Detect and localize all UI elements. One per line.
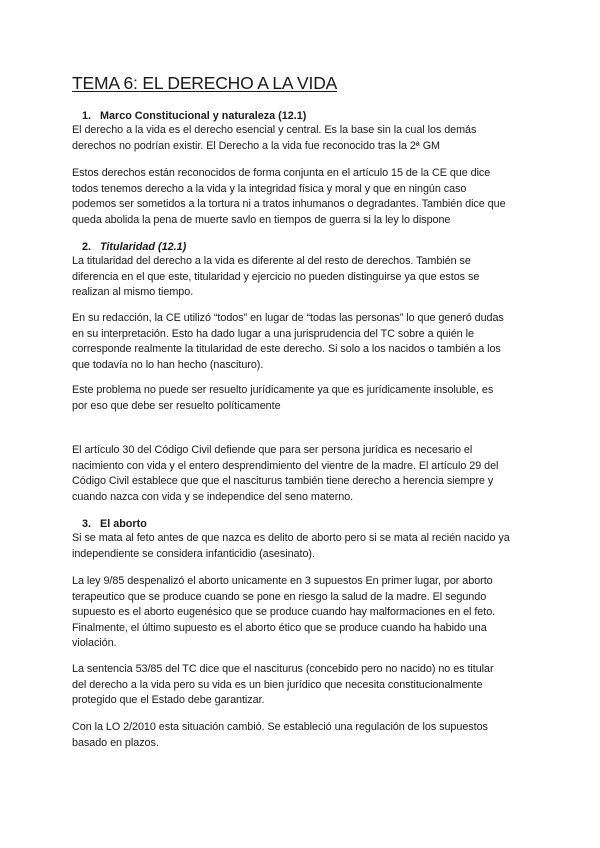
paragraph bbox=[72, 720, 488, 751]
text-line: queda abolida la pena de muerte savlo en tiempos de guerra si la ley lo dispone bbox=[72, 213, 451, 226]
paragraph bbox=[72, 574, 495, 652]
section-number: 3. bbox=[81, 518, 91, 530]
text-line: La titularidad del derecho a la vida es diferente al del resto de derechos. También se bbox=[72, 255, 471, 267]
text-line: nacimiento con vida y el entero desprendimiento del vientre de la madre. El artículo 29 del bbox=[72, 459, 499, 472]
section-heading-3 bbox=[72, 516, 147, 532]
section-title: Marco Constitucional y naturaleza (12.1) bbox=[100, 110, 307, 122]
text-line: basado en plazos. bbox=[72, 736, 159, 749]
text-line: independiente se considera infanticidio (asesinato). bbox=[72, 547, 315, 560]
paragraph bbox=[72, 662, 494, 709]
section-heading-1 bbox=[72, 108, 306, 124]
section-number: 2. bbox=[81, 241, 91, 253]
text-line: Código Civil establece que que el nasciturus también tiene derecho a herencia siempre y bbox=[72, 475, 494, 488]
paragraph bbox=[72, 123, 476, 154]
text-line: Si se mata al feto antes de que nazca es delito de aborto pero si se mata al recién nacido ya bbox=[72, 532, 510, 544]
text-line: violación. bbox=[72, 637, 117, 650]
paragraph bbox=[72, 443, 498, 505]
text-line: corresponde realmente la titularidad de este derecho. Si solo a los nacidos o también a los bbox=[72, 343, 501, 356]
paragraph bbox=[72, 311, 504, 373]
text-line: terapeutico que se produce cuando se pone en riesgo la salud de la madre. El segundo bbox=[72, 590, 487, 603]
text-line: por eso que debe ser resuelto políticamente bbox=[72, 399, 281, 412]
text-line: cuando nazca con vida y se independice del seno materno. bbox=[72, 490, 354, 503]
text-line: realizan al mismo tiempo. bbox=[72, 286, 194, 299]
section-number: 1. bbox=[81, 110, 91, 122]
text-line: protegido que el Estado debe garantizar. bbox=[72, 694, 265, 707]
section-title: Titularidad (12.1) bbox=[100, 241, 187, 253]
paragraph bbox=[72, 166, 506, 228]
text-line: todos tenemos derecho a la vida y la integridad física y moral y que en ningún caso bbox=[72, 182, 467, 195]
page-title: TEMA 6: EL DERECHO A LA VIDA bbox=[72, 73, 338, 93]
paragraph bbox=[72, 531, 510, 562]
section-title: El aborto bbox=[100, 518, 147, 530]
paragraph bbox=[72, 383, 493, 414]
text-line: El derecho a la vida es el derecho esencial y central. Es la base sin la cual los demás bbox=[72, 124, 477, 136]
text-line: Este problema no puede ser resuelto jurídicamente ya que es jurídicamente insoluble, es bbox=[72, 384, 494, 396]
text-line: en su interpretación. Esto ha dado lugar a una jurisprudencia del TC sobre a quién le bbox=[72, 327, 474, 340]
section-heading-2 bbox=[72, 239, 186, 255]
text-line: Con la LO 2/2010 esta situación cambió. Se estableció una regulación de los supuestos bbox=[72, 721, 488, 733]
paragraph bbox=[72, 254, 479, 301]
text-line: diferencia en el que este, titularidad y ejercicio no pueden distinguirse ya que estos se bbox=[72, 270, 480, 283]
text-line: En su redacción, la CE utilizó “todos” en lugar de “todas las personas” lo que generó dudas bbox=[72, 312, 504, 324]
text-line: que todavía no lo han hecho (nasciturо). bbox=[72, 358, 264, 371]
text-line: derechos no podrían existir. El Derecho a la vida fue reconocido tras la 2ª GM bbox=[72, 139, 440, 152]
text-line: La sentencia 53/85 del TC dice que el nasciturus (concebido pero no nacido) no es titular bbox=[72, 663, 494, 675]
text-line: supuesto es el aborto eugenésico que se produce cuando hay malformaciones en el feto. bbox=[72, 606, 496, 619]
text-line: La ley 9/85 despenalizó el aborto unicamente en 3 supuestos En primer lugar, por aborto bbox=[72, 575, 493, 587]
text-line: El artículo 30 del Código Civil defiende que para ser persona jurídica es necesario el bbox=[72, 444, 473, 456]
text-line: del derecho a la vida pero su vida es un bien jurídico que necesita constitucionalmente bbox=[72, 678, 483, 691]
text-line: podemos ser sometidos a la tortura ni a tratos inhumanos o degradantes. También dice que bbox=[72, 198, 506, 211]
text-line: Finalmente, el último supuesto es el aborto ético que se produce cuando ha habido una bbox=[72, 621, 487, 634]
text-line: Estos derechos están reconocidos de forma conjunta en el artículo 15 de la CE que dice bbox=[72, 167, 491, 179]
